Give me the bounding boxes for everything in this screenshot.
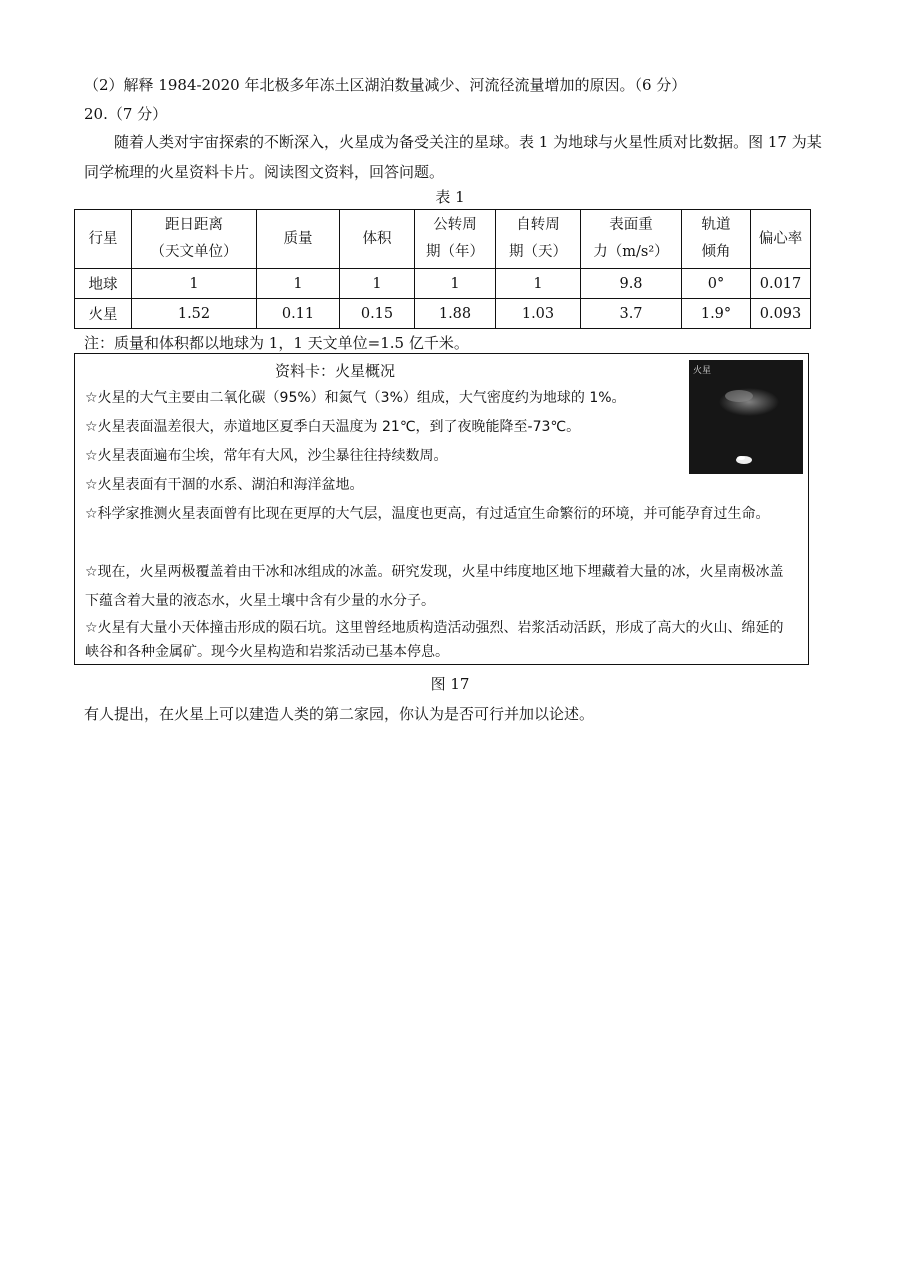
table-cell: 1 xyxy=(340,269,415,299)
card-item: ☆火星的大气主要由二氧化碳（95%）和氮气（3%）组成，大气密度约为地球的 1%。 xyxy=(85,390,626,406)
question-part-2: （2）解释 1984-2020 年北极多年冻土区湖泊数量减少、河流径流量增加的原因。（6 分） xyxy=(84,76,687,94)
table-header: 公转周 期（年） xyxy=(415,210,496,269)
table-cell: 3.7 xyxy=(581,299,682,329)
photo-label: 火星 xyxy=(693,366,712,376)
table-cell: 火星 xyxy=(75,299,132,329)
question-intro: 随着人类对宇宙探索的不断深入，火星成为备受关注的星球。表 1 为地球与火星性质对比数据。图 17 为某同学梳理的火星资料卡片。阅读图文资料，回答问题。 xyxy=(84,133,822,181)
table-cell: 0.017 xyxy=(751,269,811,299)
table-cell: 0.15 xyxy=(340,299,415,329)
table-cell: 1.9° xyxy=(682,299,751,329)
mars-photo-image xyxy=(689,360,803,474)
table-cell: 1.03 xyxy=(496,299,581,329)
question-number: 20.（7 分） xyxy=(84,105,168,123)
table-header: 偏心率 xyxy=(751,210,811,269)
table-cell: 1.52 xyxy=(132,299,257,329)
table-row xyxy=(75,299,811,329)
question-text: 有人提出，在火星上可以建造人类的第二家园，你认为是否可行并加以论述。 xyxy=(84,705,595,723)
card-item: ☆现在，火星两极覆盖着由干冰和冰组成的冰盖。研究发现，火星中纬度地区地下埋藏着大量的冰，火星南极冰盖下蕴含着大量的液态水，火星土壤中含有少量的水分子。 xyxy=(85,564,784,609)
table-header: 距日距离 （天文单位） xyxy=(132,210,257,269)
figure-caption: 图 17 xyxy=(430,675,470,693)
table-cell: 1 xyxy=(132,269,257,299)
planet-comparison-table xyxy=(74,209,811,329)
table-header: 表面重 力（m/s²） xyxy=(581,210,682,269)
card-item: ☆科学家推测火星表面曾有比现在更厚的大气层，温度也更高，有过适宜生命繁衍的环境，并可能孕育过生命。 xyxy=(85,506,770,522)
table-cell: 地球 xyxy=(75,269,132,299)
table-header: 行星 xyxy=(75,210,132,269)
card-item: ☆火星表面有干涸的水系、湖泊和海洋盆地。 xyxy=(85,477,364,493)
table-cell: 1.88 xyxy=(415,299,496,329)
table-header: 质量 xyxy=(257,210,340,269)
card-item: ☆火星表面温差很大，赤道地区夏季白天温度为 21℃，到了夜晚能降至-73℃。 xyxy=(85,419,581,435)
table-caption: 表 1 xyxy=(435,188,465,206)
table-header: 轨道 倾角 xyxy=(682,210,751,269)
table-header: 体积 xyxy=(340,210,415,269)
table-cell: 0.11 xyxy=(257,299,340,329)
table-cell: 1 xyxy=(496,269,581,299)
table-row xyxy=(75,269,811,299)
card-item: ☆火星表面遍布尘埃，常年有大风，沙尘暴往往持续数周。 xyxy=(85,448,448,464)
table-header: 自转周 期（天） xyxy=(496,210,581,269)
table-cell: 0.093 xyxy=(751,299,811,329)
mars-info-card xyxy=(74,353,809,665)
mars-photo xyxy=(689,360,803,474)
table-cell: 9.8 xyxy=(581,269,682,299)
card-title: 资料卡：火星概况 xyxy=(274,362,395,380)
table-cell: 1 xyxy=(415,269,496,299)
table-cell: 1 xyxy=(257,269,340,299)
card-item: ☆火星有大量小天体撞击形成的陨石坑。这里曾经地质构造活动强烈、岩浆活动活跃，形成了高大的火山、绵延的峡谷和各种金属矿。现今火星构造和岩浆活动已基本停息。 xyxy=(85,620,784,660)
table-note: 注：质量和体积都以地球为 1，1 天文单位=1.5 亿千米。 xyxy=(84,334,469,352)
table-cell: 0° xyxy=(682,269,751,299)
